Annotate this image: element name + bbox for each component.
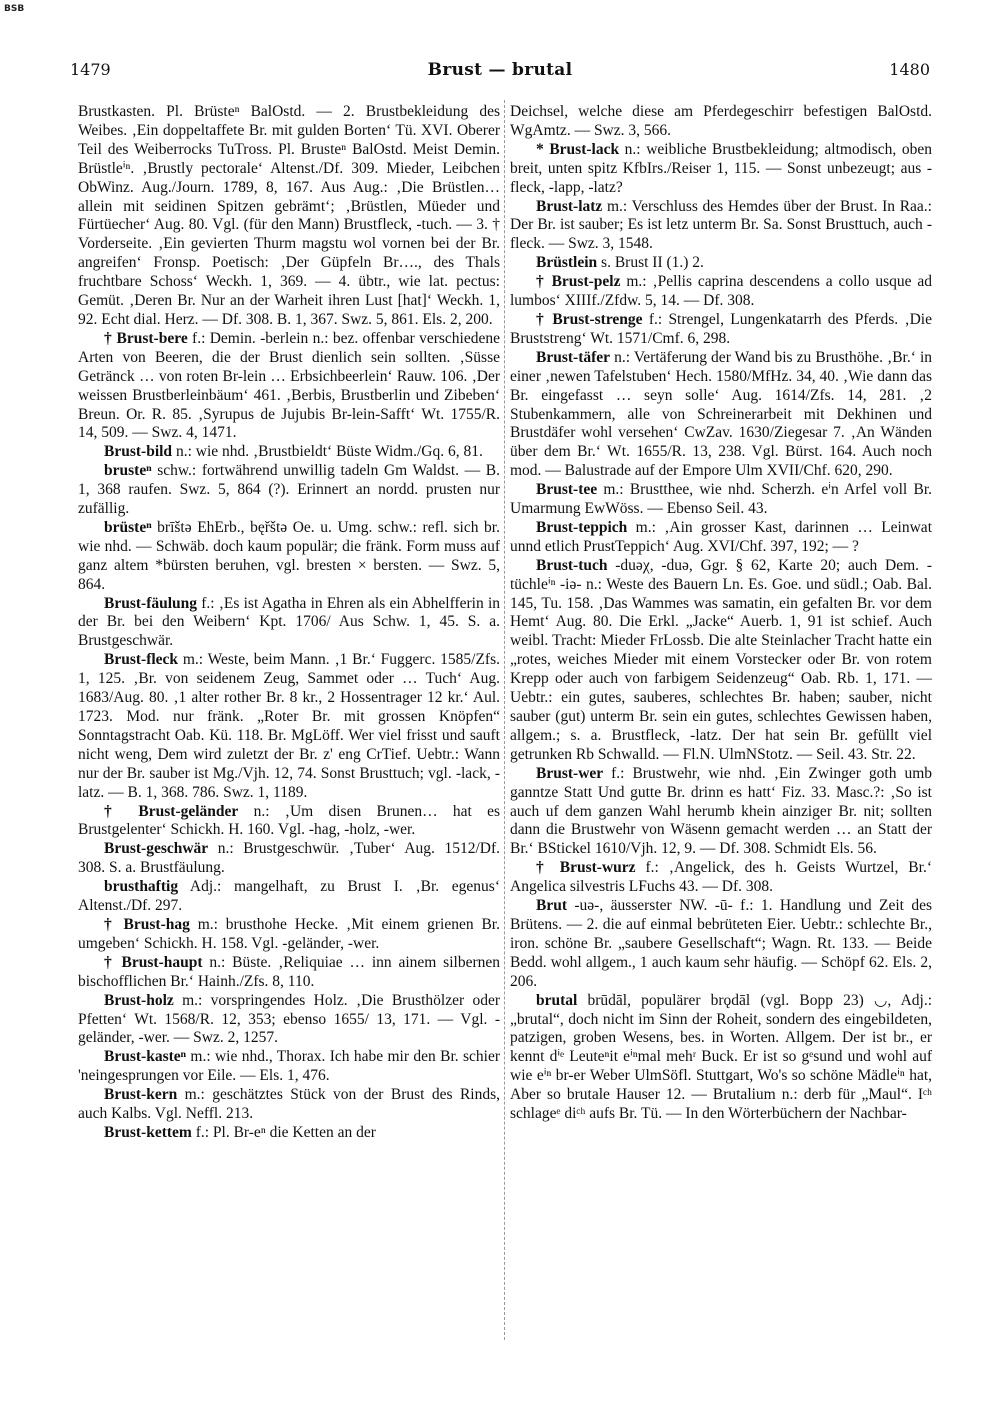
dictionary-entry: [78, 992, 500, 1049]
entry-text: m.: ‚Pellis caprina descendens a collo usque ad lumbos‘ XIIIf./Zfdw. 5, 14. — Df. 308.: [510, 273, 932, 310]
entry-text: n.: wie nhd. ‚Brustbieldt‘ Büste Widm./Gq. 6, 81.: [172, 443, 483, 461]
dictionary-entry: [78, 1048, 500, 1086]
dictionary-entry: [78, 954, 500, 992]
entry-text: m.: vorspringendes Holz. ‚Die Brusthölzer oder Pfetten‘ Wt. 1568/R. 12, 353; ebenso 1655/ 13, 171. — Vgl. -geländer, -wer. — Swz. 2, 1257.: [78, 991, 500, 1047]
entry-headword: Brust-bild: [104, 443, 173, 461]
page-header: [70, 60, 930, 84]
entry-text: m.: brusthohe Hecke. ‚Mit einem grienen Br. umgeben‘ Schickh. H. 158. Vgl. -geländer, -wer.: [78, 915, 500, 952]
entry-text: brūdāl, populärer brǫdāl (vgl. Bopp 23) ◡, Adj.: „brutal“, doch nicht im Sinn der Roheit, sondern des eingebildeten, patzigen, groben Wesens, bes. in Worten. Allgem. Der ist br., er kennt dⁱᵉ Leuteⁿit eⁱⁿmal mehʳ Buck. Er ist so gᵉsund und wohl auf wie eⁱⁿ br-er Weber UlmSöfl. Stuttgart, Wo's so schöne Mädleⁱⁿ hat, Aber so brutale Hauser 12. — Brutalium n.: derb für „Maul“. Iᶜʰ schlageᵉ diᶜʰ aufs Br. Tü. — In den Wörterbüchern der Nachbar-: [510, 991, 932, 1123]
entry-text: m.: Weste, beim Mann. ‚1 Br.‘ Fuggerc. 1585/Zfs. 1, 125. ‚Br. von seidenem Zeug, Sammet oder … Tuch‘ Aug. 1683/Aug. 80. ‚1 alter rother Br. 8 kr., 2 Hossentrager 12 kr.‘ Aul. 1723. Mod. nur fränk. „Roter Br. mit grossen Knöpfen“ Sonntagstracht Oab. Kü. 118. Br. MgLöff. Wer viel frisst und sauft nicht weng, Dem wird zuletzt der Br. z' eng CrTief. Uebtr.: Wann nur der Br. sauber ist Mg./Vjh. 12, 74. Sonst Brusttuch; vgl. -lack, -latz. — B. 1, 368. 786. Swz. 1, 1189.: [78, 651, 500, 801]
dictionary-entry: [510, 992, 932, 1124]
dictionary-entry: [510, 897, 932, 992]
entry-text: n.: Büste. ‚Reliquiae … inn ainem silbernen bischofflichen Br.‘ Hainh./Zfs. 8, 110.: [78, 953, 501, 990]
left-column: [78, 103, 500, 1143]
dictionary-entry: [78, 443, 500, 462]
entry-headword: Brust-fäulung: [104, 594, 198, 612]
entry-text: m.: ‚Ain grosser Kast, darinnen … Leinwat unnd etlich PrustTeppich‘ Aug. XVI/Chf. 397, 192; — ?: [510, 518, 932, 555]
dictionary-entry: [510, 198, 932, 255]
entry-text: m.: Brustthee, wie nhd. Scherzh. eⁱn Arfel voll Br. Umarmung EwWöss. — Ebenso Seil. 43.: [510, 481, 932, 518]
dictionary-entry: [510, 311, 932, 349]
dictionary-entry: [510, 765, 932, 860]
page-number-right: 1480: [889, 60, 930, 79]
entry-headword: brutal: [536, 991, 578, 1009]
dictionary-entry: [510, 557, 932, 765]
entry-headword: brusteⁿ: [104, 462, 152, 480]
entry-headword: Brut: [536, 897, 567, 915]
entry-headword: Brust-fleck: [104, 651, 179, 669]
dictionary-entry: [510, 141, 932, 198]
entry-text: n.: ‚Um disen Brunen… hat es Brustgelenter‘ Schickh. H. 160. Vgl. -hag, -holz, -wer.: [78, 802, 500, 839]
entry-headword: * Brust-lack: [536, 140, 620, 158]
entry-text: -uə-, äusserster NW. -ū- f.: 1. Handlung und Zeit des Brütens. — 2. die auf einmal bebrüteten Eier. Uebtr.: schlechte Br., iron. schöne Br. „saubere Gesellschaft“; Wagn. Rt. 133. — Beide Bedd. wohl allgem., 1 auch kaum sehr häufig. — Schöpf 62. Els. 2, 206.: [510, 897, 932, 990]
dictionary-entry: [78, 878, 500, 916]
entry-text: f.: ‚Es ist Agatha in Ehren als ein Abhelfferin in der Br. bei den Weibern‘ Kpt. 1706/ Aus Schw. 1, 45. S. a. Brustgeschwär.: [78, 594, 500, 650]
dictionary-entry: [78, 595, 500, 652]
dictionary-entry: [510, 859, 932, 897]
dictionary-entry: [78, 462, 500, 519]
entry-text: schw.: fortwährend unwillig tadeln Gm Waldst. — B. 1, 368 raufen. Swz. 5, 864 (?). Erinnert an nordd. prusten nur zufällig.: [78, 462, 500, 518]
dictionary-entry: [78, 1086, 500, 1124]
entry-text: Brustkasten. Pl. Brüsteⁿ BalOstd. — 2. Brustbekleidung des Weibes. ‚Ein doppeltaffete Br. mit gulden Borten‘ Tü. XVI. Oberer Teil des Weiberrocks TuTross. Pl. Brusteⁿ BalOstd. Meist Demin. Brüstleⁱⁿ. ‚Brustly pectorale‘ Altenst./Df. 309. Mieder, Leibchen ObWinz. Aug./Journ. 1789, 8, 167. Aus Aug.: ‚Die Brüstlen… allein mit seidinen Spitzen gebrämt‘; ‚Brüstlen, Müeder und Fürtüecher‘ Aug. 80. Vgl. (für den Mann) Brustfleck, -tuch. — 3. † Vorderseite. ‚Ein gevierten Thurm magstu wol vornen bei der Br. angreifen‘ Fronsp. Poetisch: ‚Der Güpfeln Br…., des Thals fruchtbare Schoss‘ Weckh. 1, 369. — 4. übtr., wie lat. pectus: Gemüt. ‚Deren Br. Nur an der Warheit ihren Lust [hat]‘ Weckh. 1, 92. Echt dial. Herz. — Df. 308. B. 1, 367. Swz. 5, 861. Els. 2, 200.: [78, 103, 500, 328]
entry-text: m.: wie nhd., Thorax. Ich habe mir den Br. schier 'neingesprungen vor Eile. — Els. 1, 476.: [78, 1048, 500, 1085]
entry-text: m.: Verschluss des Hemdes über der Brust. In Raa.: Der Br. ist sauber; Es ist letz unterm Br. Sa. Sonst Brusttuch, auch -fleck. — Swz. 3, 1548.: [510, 197, 932, 253]
entry-text: f.: Demin. -berlein n.: bez. offenbar verschiedene Arten von Beeren, die der Brust dienlich sein sollten. ‚Süsse Getränck … von roten Br-lein … Erbsichbeerlein‘ Rauw. 106. ‚Der weissen Brustberleinbäum‘ 461. ‚Berbis, Brustberlin und Zibeben‘ Breun. Or. R. 85. ‚Syrupus de Jujubis Br-lein-Safft‘ Wt. 1755/R. 14, 509. — Swz. 4, 1471.: [78, 329, 500, 442]
entry-headword: Brüstlein: [536, 254, 598, 272]
entry-text: f.: Strengel, Lungenkatarrh des Pferds. ‚Die Bruststreng‘ Wt. 1571/Cmf. 6, 298.: [510, 310, 932, 347]
dictionary-entry: [78, 519, 500, 595]
entry-headword: Brust-kettem: [104, 1123, 192, 1141]
running-title: Brust — brutal: [427, 60, 573, 80]
entry-headword: Brust-latz: [536, 197, 603, 215]
column-divider: [504, 100, 505, 1340]
entry-text: f.: ‚Angelick, des h. Geists Wurtzel, Br.‘ Angelica silvestris LFuchs 43. — Df. 308.: [510, 859, 932, 896]
entry-text: -duəχ, -duə, Ggr. § 62, Karte 20; auch Dem. -tüchleⁱⁿ -iə- n.: Weste des Bauern Ln. Es. Goe. und südl.; Oab. Bal. 145, Tu. 158. ‚Das Wammes was samatin, ein gefalten Br. vor dem Hemt‘ Aug. 80. Die Erkl. „Jacke“ Auerb. 1, 91 ist schief. Auch weibl. Tracht: Mieder FrLossb. Die alte Steinlacher Tracht hatte ein „rotes, weiches Mieder mit einem Vorstecker oder Br. von rotem Krepp oder auch von farbigem Seidenzeug“ Oab. Rb. 1, 171. — Uebtr.: ein gutes, sauberes, schlechtes Br. haben; sauber, nicht sauber (gut) unterm Br. sein ein gutes, schlechtes Gewissen haben, allgem.; s. a. Brustfleck, -latz. Der hat sein Br. gefüllt viel getrunken Rb Schwalld. — Fl.N. UlmNStotz. — Seil. 43. Str. 22.: [510, 556, 932, 763]
entry-headword: brüsteⁿ: [104, 518, 152, 536]
entry-text: Adj.: mangelhaft, zu Brust I. ‚Br. egenus‘ Altenst./Df. 297.: [78, 878, 500, 915]
entry-text: n.: weibliche Brustbekleidung; altmodisch, oben breit, unten spitz KfbIrs./Reiser 1, 115. — Sonst unbezeugt; aus -fleck, -lapp, -latz?: [510, 140, 932, 196]
dictionary-entry: [78, 803, 500, 841]
entry-headword: † Brust-strenge: [536, 310, 643, 328]
entry-headword: † Brust-hag: [104, 915, 190, 933]
entry-headword: Brust-tee: [536, 481, 598, 499]
entry-headword: Brust-teppich: [536, 518, 628, 536]
entry-headword: † Brust-geländer: [104, 802, 239, 820]
entry-text: n.: Brustgeschwür. ‚Tuber‘ Aug. 1512/Df. 308. S. a. Brustfäulung.: [78, 840, 500, 877]
entry-text: m.: geschätztes Stück von der Brust des Rinds, auch Kalbs. Vgl. Neffl. 213.: [78, 1086, 500, 1123]
dictionary-entry: [510, 481, 932, 519]
library-stamp: BSB: [4, 4, 25, 14]
dictionary-entry: [78, 916, 500, 954]
entry-headword: † Brust-haupt: [104, 953, 203, 971]
entry-headword: † Brust-wurz: [536, 859, 636, 877]
entry-text: f.: Pl. Br-eⁿ die Ketten an der: [191, 1123, 376, 1141]
dictionary-entry: [510, 254, 932, 273]
entry-text: Deichsel, welche diese am Pferdegeschirr befestigen BalOstd. WgAmtz. — Swz. 3, 566.: [510, 103, 932, 139]
dictionary-entry: [78, 651, 500, 802]
entry-headword: Brust-täfer: [536, 348, 611, 366]
dictionary-entry: [78, 840, 500, 878]
dictionary-entry: [78, 103, 500, 330]
entry-text: f.: Brustwehr, wie nhd. ‚Ein Zwinger goth umb ganntze Statt Und gutte Br. drinn es hatt‘ Fiz. 33. Masc.?: ‚So ist auch uf dem ganzen Wahl herumb khein ainziger Br. nit; sollten dann die Brustwehr von Wäsenn gemacht werden … an Statt der Br.‘ BStickel 1610/Vjh. 12, 9. — Df. 308. Schmidt Els. 56.: [510, 764, 932, 858]
dictionary-entry: [510, 519, 932, 557]
entry-headword: Brust-geschwär: [104, 840, 209, 858]
dictionary-entry: [510, 273, 932, 311]
dictionary-entry: [510, 103, 932, 141]
entry-headword: † Brust-pelz: [536, 273, 621, 291]
entry-headword: Brust-tuch: [536, 556, 608, 574]
entry-headword: brusthaftig: [104, 878, 179, 896]
entry-text: n.: Vertäferung der Wand bis zu Brusthöhe. ‚Br.‘ in einer ‚newen Tafelstuben‘ Hech. 1580/MfHz. 34, 40. ‚Wie dann das Br. eingefasst … seyn solle‘ Aug. 1614/Zfs. 14, 281. ‚2 Stubenkammern, alle von Schreinerarbeit mit Dekhinen und Brustdäfer wohl versehen‘ CwZav. 1630/Ziegesar 7. ‚An Wänden über dem Br.‘ Wt. 1655/R. 13, 238. Vgl. Bürst. 164. Auch noch mod. — Balustrade auf der Empore Ulm XVII/Chf. 620, 290.: [510, 348, 932, 480]
dictionary-entry: [78, 1124, 500, 1143]
dictionary-entry: [78, 330, 500, 443]
entry-headword: † Brust-bere: [104, 329, 188, 347]
entry-text: brīštə EhErb., bęřštə Oe. u. Umg. schw.: refl. sich br. wie nhd. — Schwäb. doch kaum populär; die fränk. Form muss auf ganz altem *bürsten beruhen, vgl. bresten × bersten. — Swz. 5, 864.: [78, 518, 500, 593]
page-number-left: 1479: [70, 60, 111, 79]
entry-headword: Brust-wer: [536, 764, 604, 782]
dictionary-entry: [510, 349, 932, 481]
entry-headword: Brust-holz: [104, 991, 174, 1009]
entry-text: s. Brust II (1.) 2.: [597, 254, 704, 272]
entry-headword: Brust-kasteⁿ: [104, 1048, 187, 1066]
right-column: [510, 103, 932, 1124]
entry-headword: Brust-kern: [104, 1086, 178, 1104]
